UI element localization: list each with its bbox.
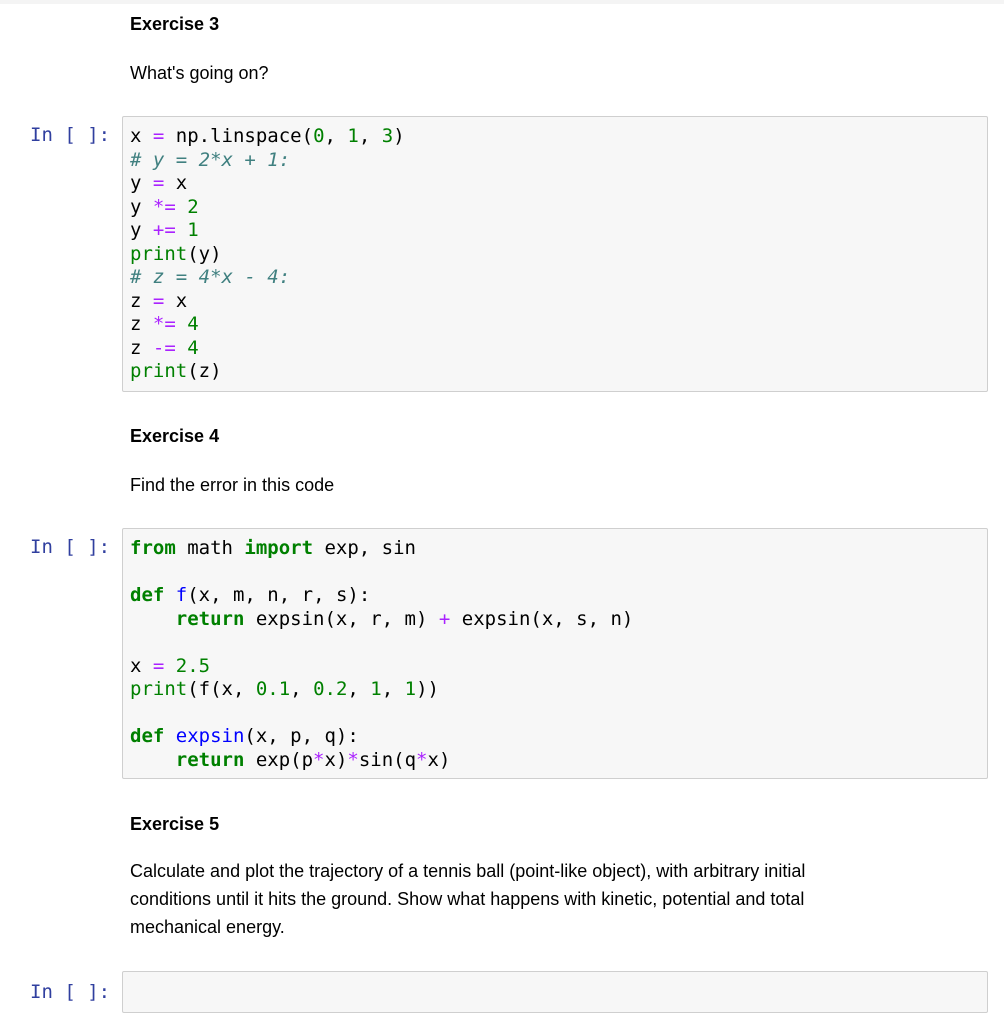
exercise-5-input-prompt: In [ ]: xyxy=(30,981,111,1003)
code-line: print(f(x, 0.1, 0.2, 1, 1)) xyxy=(130,678,439,700)
code-line: x = np.linspace(0, 1, 3) xyxy=(130,125,405,147)
code-line: y += 1 xyxy=(130,219,199,241)
exercise-4-heading: Exercise 4 xyxy=(130,426,220,446)
notebook-top-border xyxy=(0,0,1004,4)
exercise-5-text-line-2: conditions until it hits the ground. Show what happens with kinetic, potential and total xyxy=(130,889,805,909)
exercise-5-code-cell[interactable] xyxy=(122,971,988,1013)
exercise-5-heading: Exercise 5 xyxy=(130,814,220,834)
exercise-3-heading: Exercise 3 xyxy=(130,14,220,34)
code-line: z -= 4 xyxy=(130,336,199,359)
exercise-3-input-prompt: In [ ]: xyxy=(30,124,111,146)
code-line: z *= 4 xyxy=(130,313,199,335)
code-line: print(z) xyxy=(130,360,222,382)
exercise-3-text: What's going on? xyxy=(130,63,269,83)
exercise-5-text-line-3: mechanical energy. xyxy=(130,917,285,937)
code-line: def f(x, m, n, r, s): xyxy=(130,584,371,606)
exercise-4-input-prompt: In [ ]: xyxy=(30,536,111,558)
code-comment: # z = 4*x - 4: xyxy=(130,266,291,288)
code-line: from math import exp, sin xyxy=(130,537,416,559)
code-line: x = 2.5 xyxy=(130,654,211,677)
exercise-3-code-cell[interactable] xyxy=(122,116,988,392)
code-line: y *= 2 xyxy=(130,195,199,218)
exercise-4-text: Find the error in this code xyxy=(130,475,335,495)
code-line: return expsin(x, r, m) + expsin(x, s, n) xyxy=(175,607,634,630)
exercise-4-code-cell[interactable] xyxy=(122,528,988,779)
code-line: print(y) xyxy=(130,242,222,265)
code-line: return exp(p*x)*sin(q*x) xyxy=(175,748,451,771)
code-comment: # y = 2*x + 1: xyxy=(130,148,291,171)
code-line: y = x xyxy=(130,172,188,194)
exercise-5-text-line-1: Calculate and plot the trajectory of a tennis ball (point-like object), with arbitrary initial xyxy=(130,861,806,881)
code-line: def expsin(x, p, q): xyxy=(130,725,359,747)
code-line: z = x xyxy=(130,289,188,312)
